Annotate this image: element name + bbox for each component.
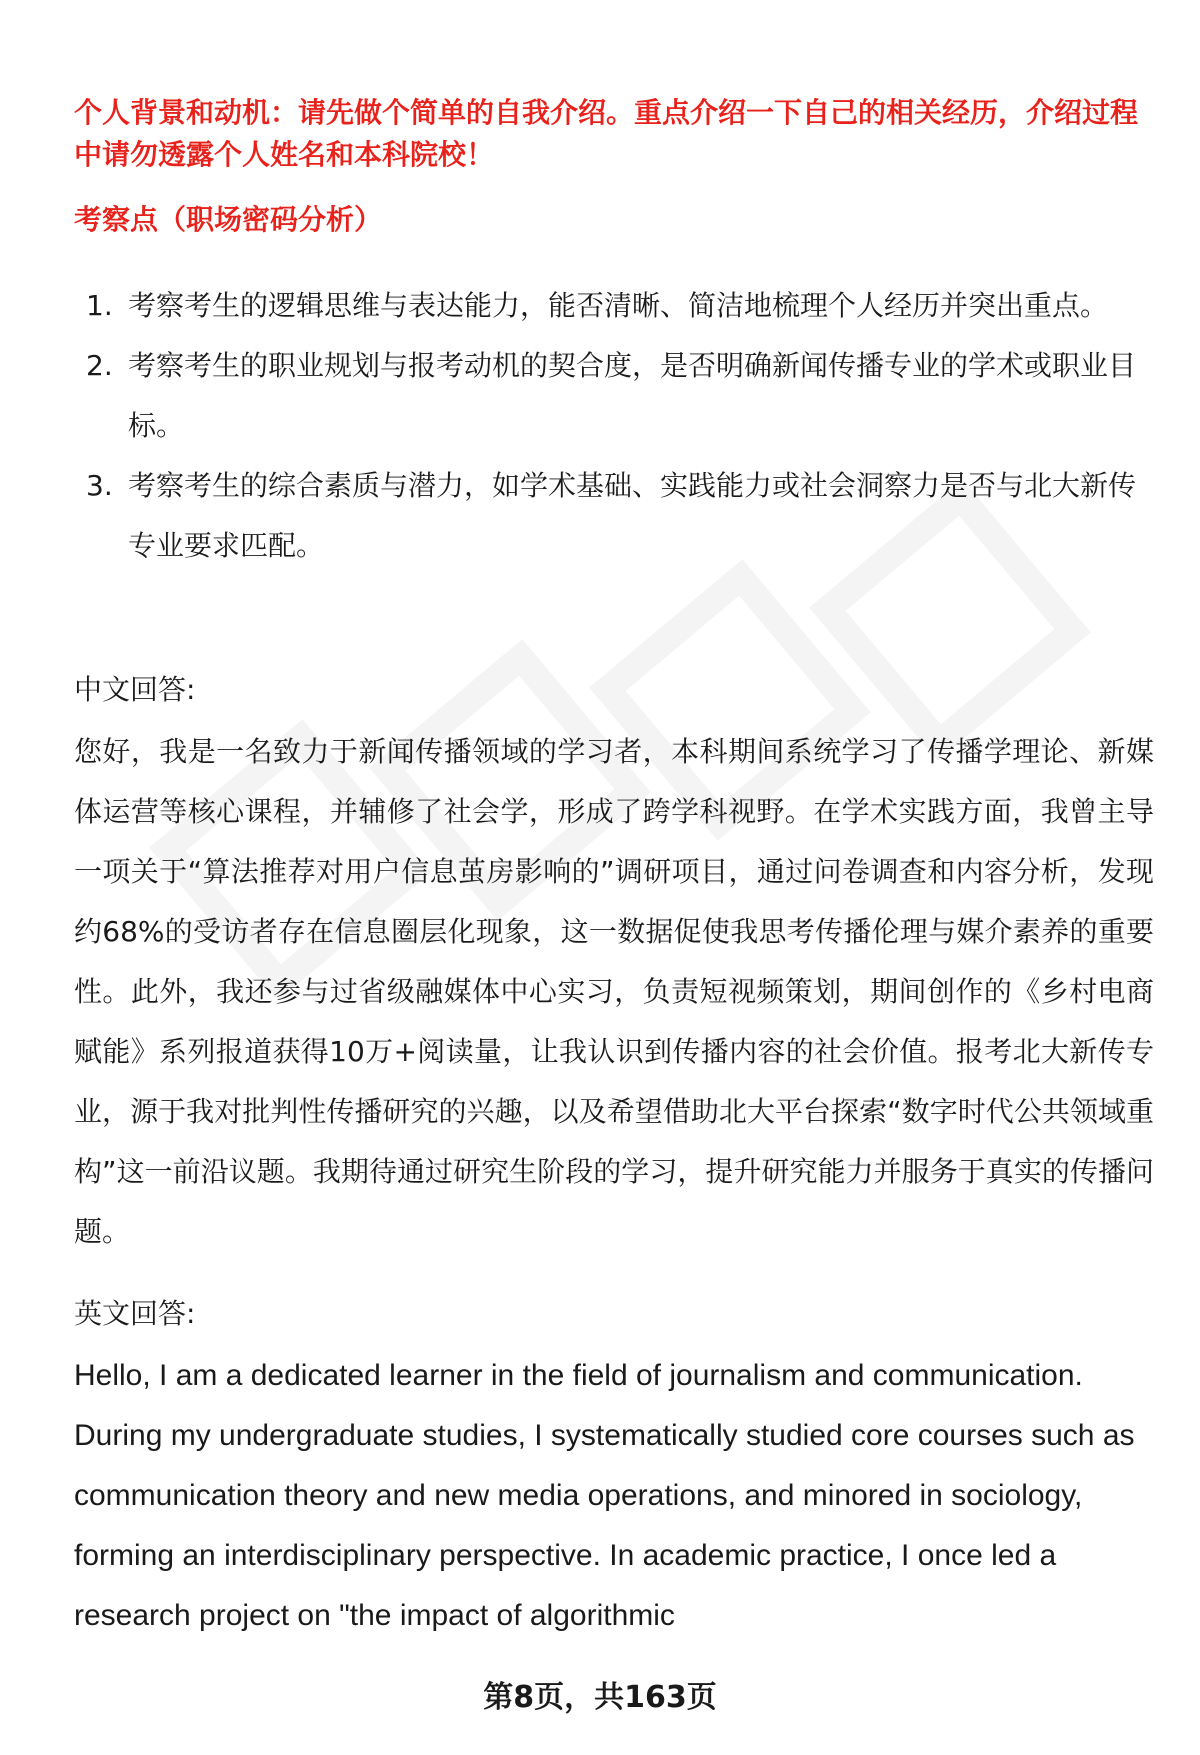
exam-point-number: 2. — [86, 349, 113, 382]
page-number-footer: 第8页，共163页 — [483, 1680, 717, 1715]
english-answer-label: 英文回答: — [74, 1297, 196, 1330]
english-answer-text: Hello, I am a dedicated learner in the field of journalism and communication. During my undergraduate studies, I systematically studied core courses such as communication theory and new media operations, and minored in sociology, forming an interdisciplinary perspective. In academic practice, I once led a research project on "the impact of algorithmic — [74, 1359, 1135, 1632]
exam-point-item — [74, 336, 1154, 456]
exam-points-heading: 考察点（职场密码分析） — [74, 203, 383, 236]
chinese-answer-label: 中文回答: — [74, 673, 196, 706]
exam-point-item — [74, 276, 1154, 336]
exam-point-text: 考察考生的综合素质与潜力，如学术基础、实践能力或社会洞察力是否与北大新传专业要求匹配。 — [128, 469, 1137, 562]
exam-point-text: 考察考生的逻辑思维与表达能力，能否清晰、简洁地梳理个人经历并突出重点。 — [128, 289, 1109, 322]
exam-point-text: 考察考生的职业规划与报考动机的契合度，是否明确新闻传播专业的学术或职业目标。 — [128, 349, 1137, 442]
exam-points-list — [74, 276, 1154, 576]
question-heading: 个人背景和动机：请先做个简单的自我介绍。重点介绍一下自己的相关经历，介绍过程中请勿透露个人姓名和本科院校！ — [74, 96, 1139, 171]
exam-point-number: 1. — [86, 289, 113, 322]
exam-point-item — [74, 456, 1154, 576]
chinese-answer-text: 您好，我是一名致力于新闻传播领域的学习者，本科期间系统学习了传播学理论、新媒体运营等核心课程，并辅修了社会学，形成了跨学科视野。在学术实践方面，我曾主导一项关于“算法推荐对用户信息茧房影响的”调研项目，通过问卷调查和内容分析，发现约68%的受访者存在信息圈层化现象，这一数据促使我思考传播伦理与媒介素养的重要性。此外，我还参与过省级融媒体中心实习，负责短视频策划，期间创作的《乡村电商赋能》系列报道获得10万+阅读量，让我认识到传播内容的社会价值。报考北大新传专业，源于我对批判性传播研究的兴趣，以及希望借助北大平台探索“数字时代公共领域重构”这一前沿议题。我期待通过研究生阶段的学习，提升研究能力并服务于真实的传播问题。 — [74, 735, 1154, 1248]
exam-point-number: 3. — [86, 469, 113, 502]
